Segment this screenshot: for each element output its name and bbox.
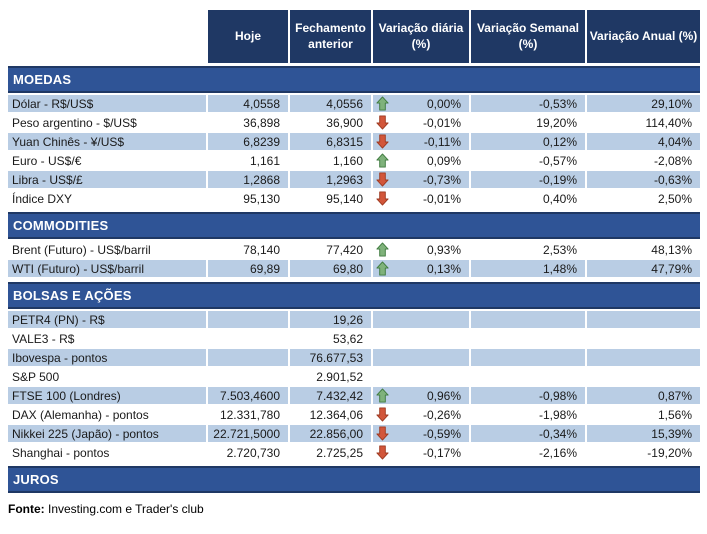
- cell-fechamento: 69,80: [290, 260, 373, 279]
- cell-hoje: [208, 311, 290, 330]
- section-juros: [8, 466, 700, 493]
- cell-variacao-semanal: -0,98%: [471, 387, 587, 406]
- cell-fechamento: 36,900: [290, 114, 373, 133]
- variacao-diaria-value: 0,93%: [426, 242, 461, 257]
- variacao-diaria-value: 0,13%: [426, 261, 461, 276]
- table-row: [8, 260, 700, 279]
- column-header-variacao-semanal: Variação Semanal (%): [471, 10, 587, 63]
- section-bolsas-e-acoes: [8, 282, 700, 463]
- cell-variacao-semanal: 0,40%: [471, 190, 587, 209]
- section-header-juros: JUROS: [8, 466, 700, 493]
- cell-variacao-diaria: [373, 406, 471, 425]
- cell-variacao-diaria: [373, 133, 471, 152]
- column-header-hoje: Hoje: [208, 10, 290, 63]
- cell-variacao-diaria: [373, 444, 471, 463]
- cell-variacao-diaria: [373, 260, 471, 279]
- cell-variacao-semanal: -1,98%: [471, 406, 587, 425]
- table-header-row: [8, 10, 700, 63]
- cell-instrument-label: Peso argentino - $/US$: [8, 114, 208, 133]
- cell-instrument-label: Euro - US$/€: [8, 152, 208, 171]
- cell-hoje: 22.721,5000: [208, 425, 290, 444]
- arrow-up-icon: [375, 261, 390, 276]
- table-row: [8, 95, 700, 114]
- table-row: [8, 444, 700, 463]
- cell-instrument-label: Brent (Futuro) - US$/barril: [8, 241, 208, 260]
- cell-fechamento: 2.725,25: [290, 444, 373, 463]
- cell-hoje: 1,161: [208, 152, 290, 171]
- cell-fechamento: 77,420: [290, 241, 373, 260]
- cell-fechamento: 76.677,53: [290, 349, 373, 368]
- cell-instrument-label: Yuan Chinês - ¥/US$: [8, 133, 208, 152]
- cell-hoje: 36,898: [208, 114, 290, 133]
- section-commodities: [8, 212, 700, 279]
- cell-fechamento: 1,2963: [290, 171, 373, 190]
- cell-variacao-anual: 47,79%: [587, 260, 700, 279]
- cell-fechamento: 53,62: [290, 330, 373, 349]
- variacao-diaria-value: -0,01%: [422, 115, 461, 130]
- section-header-bolsas-e-acoes: BOLSAS E AÇÕES: [8, 282, 700, 309]
- cell-variacao-semanal: -0,19%: [471, 171, 587, 190]
- column-header-fechamento: Fechamento anterior: [290, 10, 373, 63]
- cell-variacao-diaria: [373, 387, 471, 406]
- table-row: [8, 387, 700, 406]
- cell-fechamento: 12.364,06: [290, 406, 373, 425]
- cell-fechamento: 6,8315: [290, 133, 373, 152]
- cell-variacao-anual: 48,13%: [587, 241, 700, 260]
- cell-variacao-diaria: [373, 95, 471, 114]
- cell-instrument-label: FTSE 100 (Londres): [8, 387, 208, 406]
- section-header-commodities: COMMODITIES: [8, 212, 700, 239]
- cell-instrument-label: PETR4 (PN) - R$: [8, 311, 208, 330]
- cell-variacao-anual: [587, 349, 700, 368]
- variacao-diaria-value: -0,73%: [422, 172, 461, 187]
- source-note: [8, 502, 700, 516]
- market-summary-table: [8, 10, 700, 516]
- cell-variacao-semanal: 0,12%: [471, 133, 587, 152]
- cell-instrument-label: Ibovespa - pontos: [8, 349, 208, 368]
- cell-variacao-diaria: [373, 330, 471, 349]
- table-row: [8, 171, 700, 190]
- cell-variacao-anual: 4,04%: [587, 133, 700, 152]
- cell-variacao-semanal: 19,20%: [471, 114, 587, 133]
- table-row: [8, 368, 700, 387]
- cell-variacao-semanal: -0,57%: [471, 152, 587, 171]
- table-row: [8, 349, 700, 368]
- cell-variacao-anual: 29,10%: [587, 95, 700, 114]
- cell-variacao-anual: 2,50%: [587, 190, 700, 209]
- cell-hoje: 12.331,780: [208, 406, 290, 425]
- arrow-down-icon: [375, 407, 390, 422]
- variacao-diaria-value: -0,01%: [422, 191, 461, 206]
- source-label: Fonte:: [8, 502, 45, 516]
- table-row: [8, 190, 700, 209]
- cell-variacao-anual: [587, 330, 700, 349]
- cell-variacao-diaria: [373, 241, 471, 260]
- cell-hoje: 6,8239: [208, 133, 290, 152]
- column-header-variacao-anual: Variação Anual (%): [587, 10, 700, 63]
- cell-instrument-label: Shanghai - pontos: [8, 444, 208, 463]
- section-moedas: [8, 66, 700, 209]
- arrow-up-icon: [375, 388, 390, 403]
- cell-variacao-semanal: -0,53%: [471, 95, 587, 114]
- variacao-diaria-value: 0,96%: [426, 388, 461, 403]
- cell-variacao-anual: 114,40%: [587, 114, 700, 133]
- cell-variacao-diaria: [373, 349, 471, 368]
- variacao-diaria-value: -0,59%: [422, 426, 461, 441]
- cell-fechamento: 22.856,00: [290, 425, 373, 444]
- cell-variacao-anual: 15,39%: [587, 425, 700, 444]
- cell-variacao-semanal: 2,53%: [471, 241, 587, 260]
- cell-hoje: 2.720,730: [208, 444, 290, 463]
- cell-instrument-label: Nikkei 225 (Japão) - pontos: [8, 425, 208, 444]
- table-row: [8, 425, 700, 444]
- cell-fechamento: 95,140: [290, 190, 373, 209]
- cell-variacao-semanal: [471, 311, 587, 330]
- section-header-moedas: MOEDAS: [8, 66, 700, 93]
- variacao-diaria-value: -0,26%: [422, 407, 461, 422]
- cell-variacao-anual: 0,87%: [587, 387, 700, 406]
- section-rows: [8, 95, 700, 209]
- cell-variacao-anual: [587, 368, 700, 387]
- cell-hoje: 4,0558: [208, 95, 290, 114]
- variacao-diaria-value: 0,00%: [426, 96, 461, 111]
- cell-variacao-semanal: 1,48%: [471, 260, 587, 279]
- cell-variacao-semanal: [471, 330, 587, 349]
- cell-hoje: [208, 330, 290, 349]
- cell-variacao-semanal: -2,16%: [471, 444, 587, 463]
- cell-hoje: 69,89: [208, 260, 290, 279]
- cell-fechamento: 1,160: [290, 152, 373, 171]
- arrow-down-icon: [375, 134, 390, 149]
- cell-hoje: 7.503,4600: [208, 387, 290, 406]
- arrow-down-icon: [375, 426, 390, 441]
- cell-variacao-anual: 1,56%: [587, 406, 700, 425]
- cell-variacao-anual: -19,20%: [587, 444, 700, 463]
- column-header-variacao-diaria: Variação diária (%): [373, 10, 471, 63]
- cell-hoje: 95,130: [208, 190, 290, 209]
- arrow-down-icon: [375, 445, 390, 460]
- variacao-diaria-value: -0,17%: [422, 445, 461, 460]
- cell-variacao-anual: -0,63%: [587, 171, 700, 190]
- cell-variacao-diaria: [373, 171, 471, 190]
- header-spacer: [8, 10, 208, 63]
- section-rows: [8, 311, 700, 463]
- cell-variacao-diaria: [373, 152, 471, 171]
- table-row: [8, 114, 700, 133]
- cell-variacao-anual: -2,08%: [587, 152, 700, 171]
- variacao-diaria-value: 0,09%: [426, 153, 461, 168]
- cell-variacao-semanal: [471, 368, 587, 387]
- cell-variacao-diaria: [373, 368, 471, 387]
- cell-hoje: [208, 368, 290, 387]
- table-row: [8, 311, 700, 330]
- cell-instrument-label: WTI (Futuro) - US$/barril: [8, 260, 208, 279]
- cell-hoje: 78,140: [208, 241, 290, 260]
- cell-instrument-label: S&P 500: [8, 368, 208, 387]
- cell-instrument-label: DAX (Alemanha) - pontos: [8, 406, 208, 425]
- cell-fechamento: 7.432,42: [290, 387, 373, 406]
- cell-variacao-diaria: [373, 114, 471, 133]
- arrow-down-icon: [375, 191, 390, 206]
- cell-fechamento: 4,0556: [290, 95, 373, 114]
- cell-fechamento: 19,26: [290, 311, 373, 330]
- variacao-diaria-value: -0,11%: [423, 134, 461, 149]
- cell-variacao-semanal: [471, 349, 587, 368]
- table-row: [8, 133, 700, 152]
- cell-instrument-label: Índice DXY: [8, 190, 208, 209]
- cell-instrument-label: Dólar - R$/US$: [8, 95, 208, 114]
- source-text: Investing.com e Trader's club: [44, 502, 204, 516]
- table-row: [8, 330, 700, 349]
- arrow-up-icon: [375, 96, 390, 111]
- table-row: [8, 406, 700, 425]
- cell-variacao-anual: [587, 311, 700, 330]
- cell-instrument-label: VALE3 - R$: [8, 330, 208, 349]
- section-rows: [8, 241, 700, 279]
- cell-variacao-diaria: [373, 190, 471, 209]
- arrow-up-icon: [375, 153, 390, 168]
- cell-variacao-diaria: [373, 311, 471, 330]
- cell-hoje: 1,2868: [208, 171, 290, 190]
- arrow-down-icon: [375, 172, 390, 187]
- table-row: [8, 152, 700, 171]
- cell-variacao-diaria: [373, 425, 471, 444]
- table-row: [8, 241, 700, 260]
- arrow-down-icon: [375, 115, 390, 130]
- arrow-up-icon: [375, 242, 390, 257]
- cell-instrument-label: Libra - US$/£: [8, 171, 208, 190]
- cell-hoje: [208, 349, 290, 368]
- cell-variacao-semanal: -0,34%: [471, 425, 587, 444]
- cell-fechamento: 2.901,52: [290, 368, 373, 387]
